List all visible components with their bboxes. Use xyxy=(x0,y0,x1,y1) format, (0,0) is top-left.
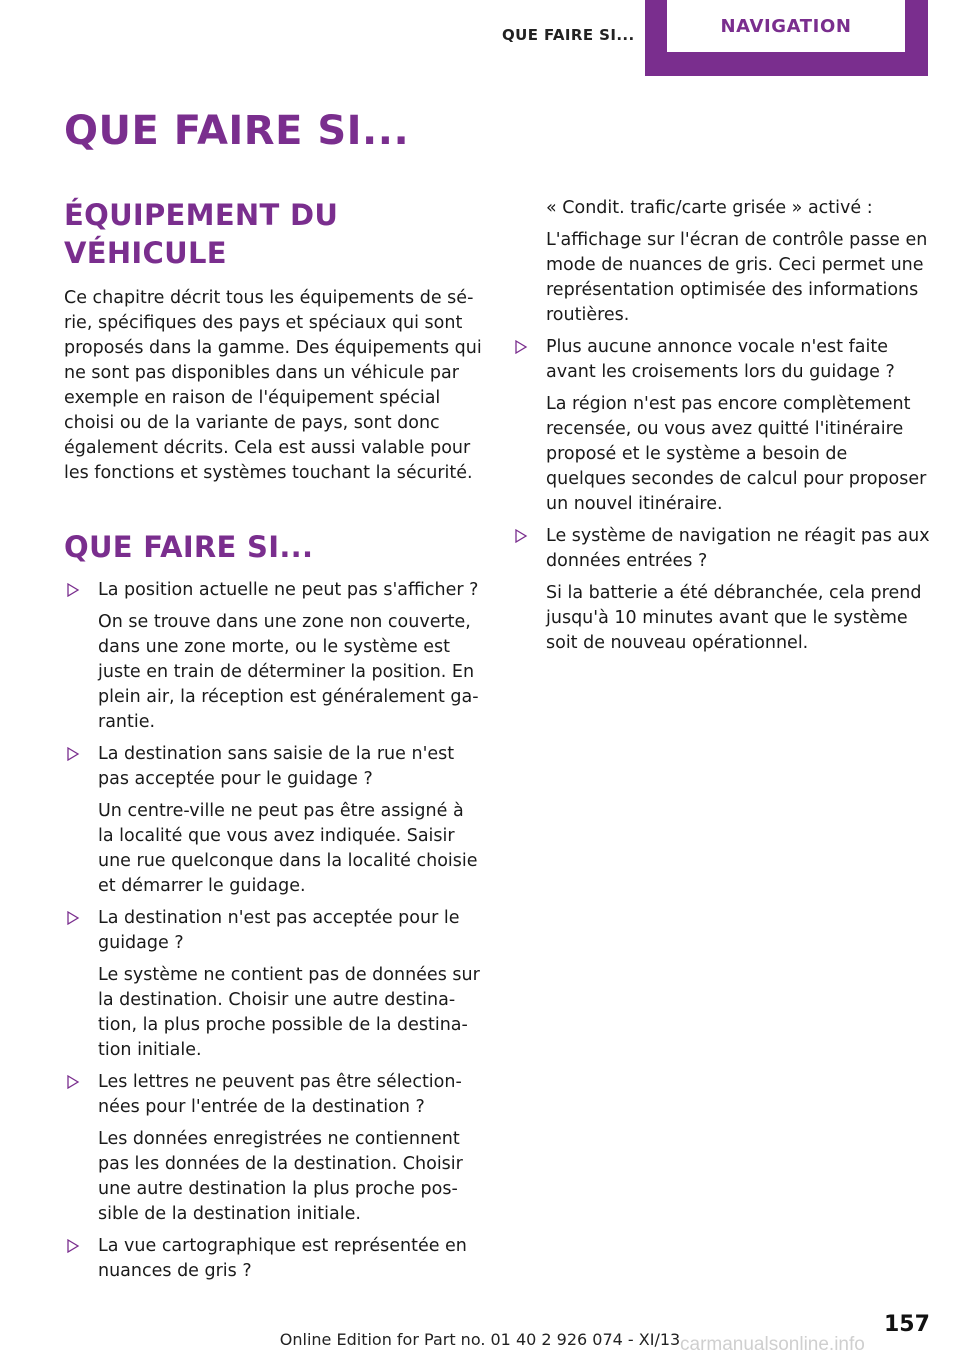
whatif-heading: QUE FAIRE SI... xyxy=(64,530,314,564)
list-item xyxy=(512,335,932,517)
triangle-bullet-icon xyxy=(66,1239,80,1253)
equipment-heading: ÉQUIPEMENT DU VÉHICULE xyxy=(64,198,339,270)
list-item xyxy=(64,906,484,1063)
watermark-text: carmanualsonline.info xyxy=(680,1334,865,1355)
question-text: La vue cartographique est représentée en nuances de gris ? xyxy=(98,1236,467,1281)
triangle-bullet-icon xyxy=(66,583,80,597)
whatif-list-right xyxy=(512,335,932,656)
list-item xyxy=(64,742,484,899)
chapter-tab xyxy=(645,0,928,76)
triangle-bullet-icon xyxy=(66,747,80,761)
triangle-bullet-icon xyxy=(66,911,80,925)
list-item xyxy=(64,578,484,735)
answer-text: Les données enregistrées ne contiennent pas les données de la destination. Choisir une autre destination la plus proche possible de la destination initiale. xyxy=(98,1129,463,1224)
right-column xyxy=(512,196,932,663)
question-text: La destination sans saisie de la rue n'est pas acceptée pour le guidage ? xyxy=(98,744,455,789)
equipment-text: Ce chapitre décrit tous les équipements de série, spécifiques des pays et spéciaux qui sont proposés dans la gamme. Des équipements qui ne sont pas disponibles dans un véhicule par exemple en raison de l'équipement spécial choisi ou de la variante de pays, sont donc également décrits. Cela est aussi valable pour les fonctions et systèmes touchant la sécurité. xyxy=(64,288,482,483)
list-item xyxy=(64,1234,484,1284)
triangle-bullet-icon xyxy=(514,340,528,354)
footer-edition: Online Edition for Part no. 01 40 2 926 074 - XI/13 xyxy=(279,1330,681,1349)
triangle-bullet-icon xyxy=(66,1075,80,1089)
page-number: 157 xyxy=(884,1312,930,1337)
triangle-bullet-icon xyxy=(514,529,528,543)
question-text: Plus aucune annonce vocale n'est faite avant les croisements lors du guidage ? xyxy=(546,337,895,382)
answer-text: Le système ne contient pas de données sur la destination. Choisir une autre destination, la plus proche possible de la destination initiale. xyxy=(98,965,480,1060)
list-item xyxy=(512,524,932,656)
list-item-continuation xyxy=(512,196,932,328)
continuation-question: « Condit. trafic/carte grisée » activé : xyxy=(546,198,873,218)
header-section-title: QUE FAIRE SI... xyxy=(502,26,635,44)
page-title: QUE FAIRE SI... xyxy=(64,108,410,154)
continuation-answer: L'affichage sur l'écran de contrôle passe en mode de nuances de gris. Ceci permet une représentation optimisée des informations routières. xyxy=(546,230,928,325)
question-text: La destination n'est pas acceptée pour le guidage ? xyxy=(98,908,460,953)
question-text: La position actuelle ne peut pas s'afficher ? xyxy=(98,580,479,600)
whatif-list xyxy=(64,578,484,1284)
left-column xyxy=(64,196,484,1291)
question-text: Les lettres ne peuvent pas être sélectionnées pour l'entrée de la destination ? xyxy=(98,1072,462,1117)
question-text: Le système de navigation ne réagit pas aux données entrées ? xyxy=(546,526,930,571)
answer-text: On se trouve dans une zone non couverte, dans une zone morte, ou le système est juste en train de déterminer la position. En plein air, la réception est généralement garantie. xyxy=(98,612,479,732)
answer-text: Si la batterie a été débranchée, cela prend jusqu'à 10 minutes avant que le système soit de nouveau opérationnel. xyxy=(546,583,922,653)
list-item xyxy=(64,1070,484,1227)
answer-text: La région n'est pas encore complètement recensée, ou vous avez quitté l'itinéraire proposé et le système a besoin de quelques secondes de calcul pour proposer un nouvel itinéraire. xyxy=(546,394,927,514)
chapter-tab-label: NAVIGATION xyxy=(720,15,852,37)
answer-text: Un centre-ville ne peut pas être assigné à la localité que vous avez indiquée. Saisir une rue quelconque dans la localité choisie et démarrer le guidage. xyxy=(98,801,478,896)
